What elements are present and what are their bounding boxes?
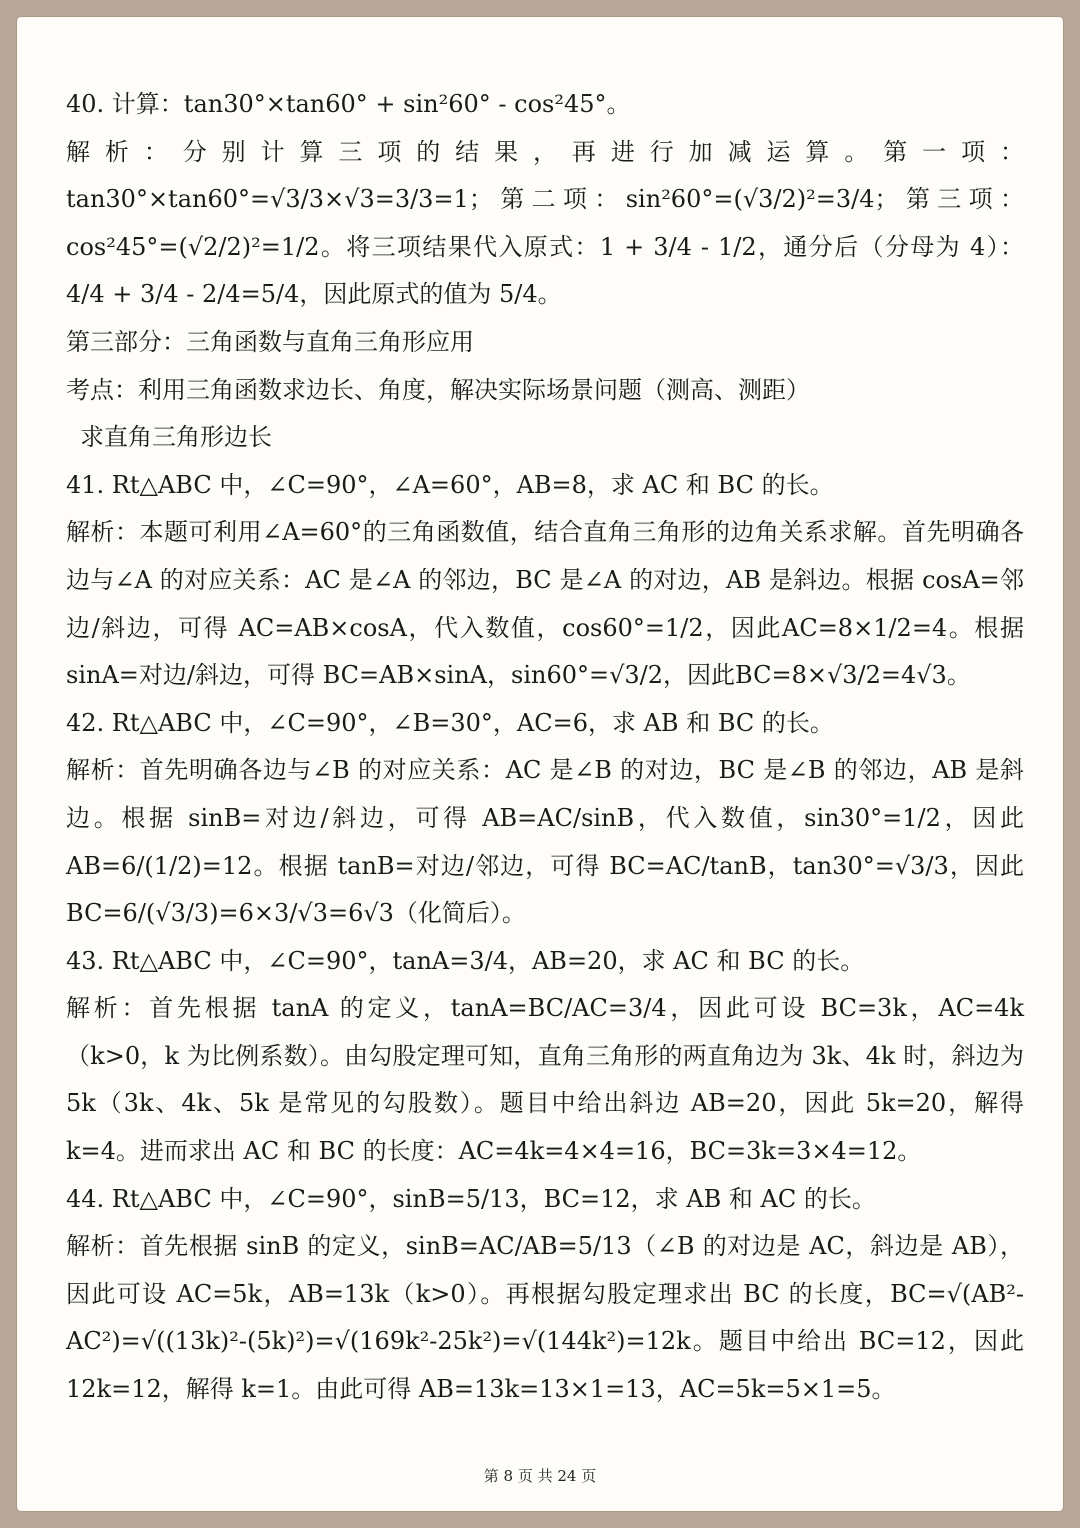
answer-42: 解析：首先明确各边与∠B 的对应关系：AC 是∠B 的对边，BC 是∠B 的邻边，AB 是斜边。根据 sinB=对边/斜边，可得 AB=AC/sinB，代入数值，sin30°=1/2，因此 AB=6/(1/2)=12。根据 tanB=对边/邻边，可得 BC=AC/tanB，tan30°=√3/3，因此 BC=6/(√3/3)=6×3/√3=6√3（化简后）。 [66,756,1024,928]
question-44: 44. Rt△ABC 中，∠C=90°，sinB=5/13，BC=12，求 AB 和 AC 的长。 [66,1184,876,1213]
exam-point: 考点：利用三角函数求边长、角度，解决实际场景问题（测高、测距） [66,375,810,404]
answer-43: 解析：首先根据 tanA 的定义，tanA=BC/AC=3/4，因此可设 BC=3k，AC=4k（k>0，k 为比例系数）。由勾股定理可知，直角三角形的两直角边为 3k、4k 时，斜边为5k（3k、4k、5k 是常见的勾股数）。题目中给出斜边 AB=20，因此 5k=20，解得k=4。进而求出 AC 和 BC 的长度：AC=4k=4×4=16，BC=3k=3×4=12。 [66,994,1024,1166]
answer-41: 解析：本题可利用∠A=60°的三角函数值，结合直角三角形的边角关系求解。首先明确各边与∠A 的对应关系：AC 是∠A 的邻边，BC 是∠A 的对边，AB 是斜边。根据 cosA=邻边/斜边，可得 AC=AB×cosA，代入数值，cos60°=1/2，因此AC=8×1/2=4。根据 sinA=对边/斜边，可得 BC=AB×sinA，sin60°=√3/2，因此BC=8×√3/2=4√3。 [66,518,1024,690]
question-43: 43. Rt△ABC 中，∠C=90°，tanA=3/4，AB=20，求 AC 和 BC 的长。 [66,946,865,975]
document-page [17,17,1063,1511]
subsection-heading: 求直角三角形边长 [80,423,272,452]
question-40: 40. 计算：tan30°×tan60° + sin²60° - cos²45°。 [66,90,631,118]
question-42: 42. Rt△ABC 中，∠C=90°，∠B=30°，AC=6，求 AB 和 BC 的长。 [66,708,834,737]
answer-44: 解析：首先根据 sinB 的定义，sinB=AC/AB=5/13（∠B 的对边是 AC，斜边是 AB），因此可设 AC=5k，AB=13k（k>0）。再根据勾股定理求出 BC 的长度，BC=√(AB²-AC²)=√((13k)²-(5k)²)=√(169k²-25k²)=√(144k²)=12k。题目中给出 BC=12，因此 12k=12，解得 k=1。由此可得 AB=13k=13×1=13，AC=5k=5×1=5。 [66,1232,1024,1404]
document-body [66,81,1024,1414]
section-heading: 第三部分：三角函数与直角三角形应用 [66,327,474,356]
answer-40: 解析：分别计算三项的结果，再进行加减运算。第一项：tan30°×tan60°=√3/3×√3=3/3=1；第二项：sin²60°=(√3/2)²=3/4；第三项：cos²45°=(√2/2)²=1/2。将三项结果代入原式：1 + 3/4 - 1/2，通分后（分母为 4）：4/4 + 3/4 - 2/4=5/4，因此原式的值为 5/4。 [66,137,1024,309]
page-footer: 第 8 页 共 24 页 [483,1467,597,1485]
question-41: 41. Rt△ABC 中，∠C=90°，∠A=60°，AB=8，求 AC 和 BC 的长。 [66,470,834,499]
